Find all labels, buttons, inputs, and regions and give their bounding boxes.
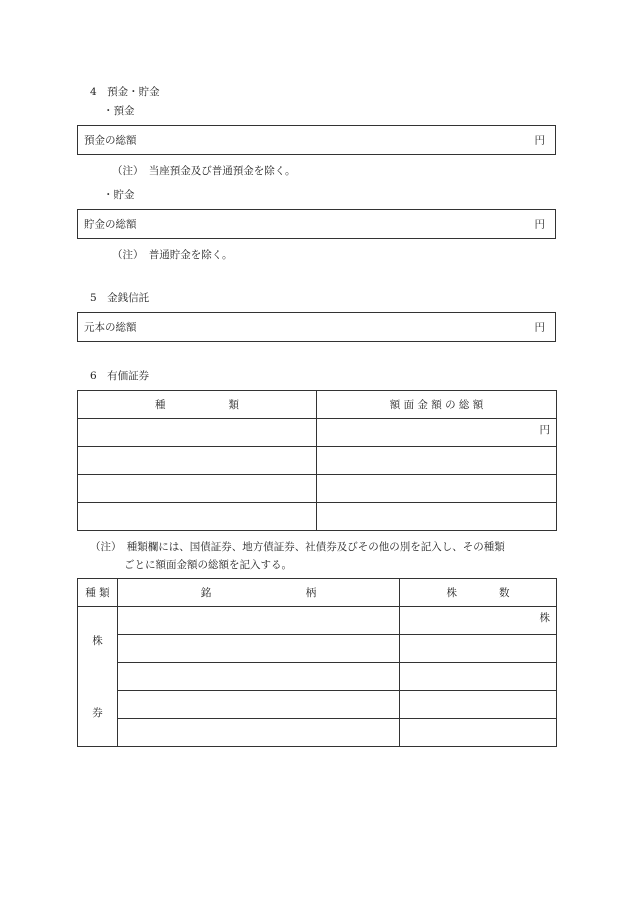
stocks-kind-header: 種 類 [78, 579, 118, 607]
table-row [78, 719, 557, 747]
table-row [78, 475, 557, 503]
principal-total-unit: 円 [534, 321, 545, 334]
face-value-unit: 円 [539, 424, 550, 436]
stocks-issue-cell[interactable] [118, 607, 400, 635]
stocks-issue-cell[interactable] [118, 691, 400, 719]
securities-note-line1: （注） 種類欄には、国債証券、地方債証券、社債券及びその他の別を記入し、その種類 [90, 541, 505, 553]
securities-face-value-header: 額 面 金 額 の 総 額 [317, 391, 557, 419]
deposit-total-field[interactable] [77, 125, 556, 155]
deposit-note: （注） 当座預金及び普通預金を除く。 [112, 165, 296, 177]
savings-total-field[interactable] [77, 209, 556, 239]
securities-face-value-cell[interactable] [317, 503, 557, 531]
stocks-shares-cell[interactable] [400, 635, 557, 663]
securities-kind-cell[interactable] [78, 503, 317, 531]
table-row [78, 503, 557, 531]
securities-face-value-cell[interactable] [317, 475, 557, 503]
securities-kind-header: 種 類 [78, 391, 317, 419]
securities-face-value-cell[interactable] [317, 447, 557, 475]
stocks-issue-cell[interactable] [118, 635, 400, 663]
section6-heading: 6 有価証券 [90, 370, 150, 382]
table-row [78, 691, 557, 719]
table-row [78, 447, 557, 475]
stocks-issue-header: 銘 柄 [118, 579, 400, 607]
deposit-total-unit: 円 [534, 134, 545, 147]
securities-kind-cell[interactable] [78, 447, 317, 475]
securities-face-value-cell[interactable] [317, 419, 557, 447]
stocks-shares-cell[interactable] [400, 691, 557, 719]
stocks-shares-cell[interactable] [400, 663, 557, 691]
savings-bullet: ・貯金 [103, 189, 135, 201]
section5-heading: 5 金銭信託 [90, 292, 150, 304]
deposit-bullet: ・預金 [103, 105, 135, 117]
stocks-table [77, 578, 557, 747]
securities-note-line2: ごとに額面金額の総額を記入する。 [124, 559, 292, 571]
stocks-issue-cell[interactable] [118, 719, 400, 747]
stocks-shares-cell[interactable] [400, 719, 557, 747]
principal-total-field[interactable] [77, 312, 556, 342]
table-row [78, 663, 557, 691]
table-row [78, 607, 557, 635]
stocks-kind-top: 株 [92, 635, 103, 647]
section4-heading: 4 預金・貯金 [90, 86, 160, 98]
stocks-kind-cell [78, 607, 118, 747]
table-row [78, 635, 557, 663]
savings-total-unit: 円 [534, 218, 545, 231]
stocks-shares-cell[interactable] [400, 607, 557, 635]
securities-table [77, 390, 557, 531]
deposit-total-label: 預金の総額 [84, 134, 137, 147]
securities-kind-cell[interactable] [78, 419, 317, 447]
shares-unit: 株 [539, 612, 550, 624]
savings-total-label: 貯金の総額 [84, 218, 137, 231]
table-row [78, 419, 557, 447]
principal-total-label: 元本の総額 [84, 321, 137, 334]
savings-note: （注） 普通貯金を除く。 [112, 249, 233, 261]
stocks-issue-cell[interactable] [118, 663, 400, 691]
stocks-kind-bottom: 券 [92, 707, 103, 719]
stocks-shares-header: 株 数 [400, 579, 557, 607]
securities-kind-cell[interactable] [78, 475, 317, 503]
